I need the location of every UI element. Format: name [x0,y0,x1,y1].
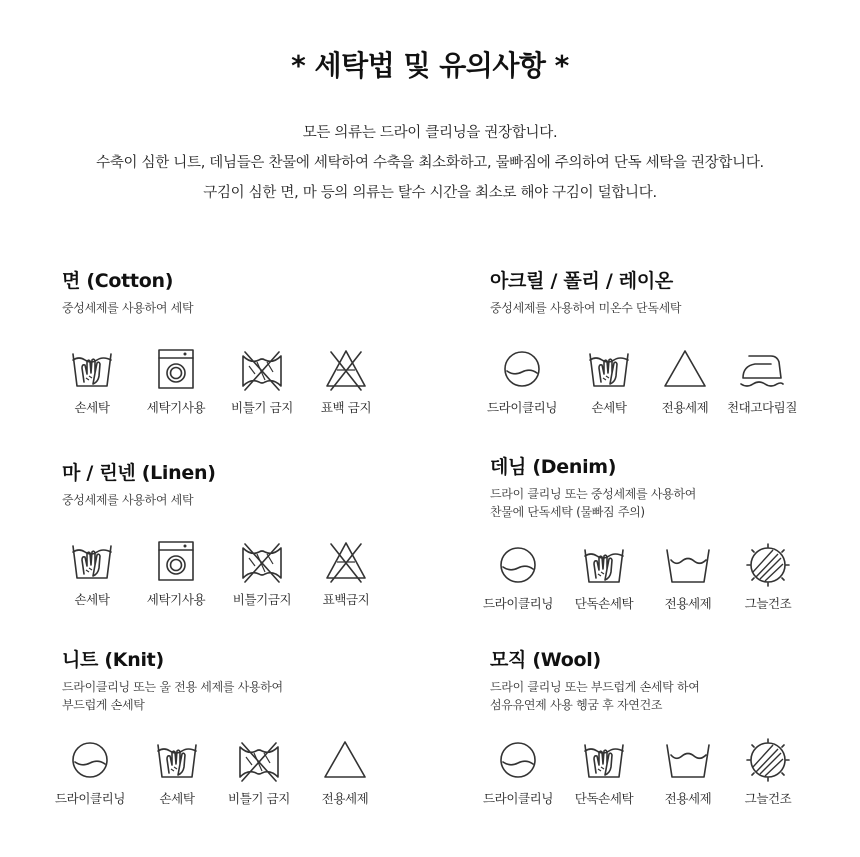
icon-label: 전용세제 [664,596,712,611]
care-item [648,542,728,622]
care-item [52,538,132,618]
section-title: 데님 (Denim) [490,456,617,478]
care-item [648,737,728,817]
section-title: 마 / 린넨 (Linen) [62,462,216,484]
icon-label: 천대고다림질 [726,400,798,415]
care-item [137,737,217,817]
section-title: 모직 (Wool) [490,649,601,671]
wash-tub-icon [663,542,713,588]
section-title: 니트 (Knit) [62,649,164,671]
section-acrylic [486,266,860,426]
section-cotton [62,266,442,426]
icon-label: 손세탁 [74,400,110,415]
intro-line: 구김이 심한 면, 마 등의 의류는 탈수 시간을 최소로 해야 구김이 덜합니다. [203,185,657,201]
no-wring-icon [234,737,284,783]
care-icons [62,346,422,426]
no-wring-icon [237,346,287,392]
icon-label: 전용세제 [661,400,709,415]
care-item [306,538,386,618]
hand-wash-icon [67,346,117,392]
description-line: 중성세제를 사용하여 세탁 [62,493,194,507]
shade-dry-icon [743,542,793,588]
icon-label: 손세탁 [591,400,627,415]
icon-label: 비틀기금지 [232,592,292,607]
section-knit [54,645,442,815]
washing-machine-icon [151,538,201,584]
hand-wash-icon [584,346,634,392]
care-item [728,737,808,817]
section-title: 면 (Cotton) [62,270,174,292]
care-icons [62,538,422,618]
description-line: 찬물에 단독세탁 (물빠짐 주의) [490,505,645,519]
care-icons [54,737,422,817]
care-item [482,346,562,426]
section-description [62,491,442,509]
care-item [50,737,130,817]
description-line: 드라이클리닝 또는 울 전용 세제를 사용하여 [62,680,283,694]
care-item [306,346,386,426]
icon-label: 드라이클리닝 [482,596,554,611]
icon-label: 그늘건조 [744,596,792,611]
care-item [136,346,216,426]
bleach-icon [660,346,710,392]
section-description [490,485,860,521]
intro-text [0,118,860,208]
care-item [728,542,808,622]
page-title: * 세탁법 및 유의사항 * [291,49,569,82]
icon-label: 드라이클리닝 [54,791,126,806]
care-icons [482,737,850,817]
no-wring-icon [237,538,287,584]
intro-line: 수축이 심한 니트, 데님들은 찬물에 세탁하여 수축을 최소화하고, 물빠짐에 주의하여 단독 세탁을 권장합니다. [96,155,764,171]
dry-clean-icon [493,737,543,783]
icon-label: 손세탁 [159,791,195,806]
description-line: 드라이 클리닝 또는 부드럽게 손세탁 하여 [490,680,700,694]
section-title: 아크릴 / 폴리 / 레이온 [490,270,673,292]
care-item [222,346,302,426]
wash-tub-icon [663,737,713,783]
section-description [490,299,860,317]
icon-label: 표백 금지 [320,400,372,415]
dry-clean-icon [65,737,115,783]
section-wool [482,645,860,815]
care-icons [482,542,850,622]
icon-label: 세탁기사용 [146,592,206,607]
care-item [305,737,385,817]
intro-line: 모든 의류는 드라이 클리닝을 권장합니다. [302,125,558,141]
section-description [62,678,442,714]
bleach-icon [320,737,370,783]
description-line: 중성세제를 사용하여 미온수 단독세탁 [490,301,682,315]
hand-wash-icon [579,737,629,783]
care-item [52,346,132,426]
washing-machine-icon [151,346,201,392]
icon-label: 손세탁 [74,592,110,607]
description-line: 섬유유연제 사용 헹굼 후 자연건조 [490,698,663,712]
care-item [478,737,558,817]
icon-label: 드라이클리닝 [482,791,554,806]
care-icons [486,346,850,426]
care-item [222,538,302,618]
hand-wash-icon [579,542,629,588]
dry-clean-icon [493,542,543,588]
icon-label: 비틀기 금지 [231,400,293,415]
hand-wash-icon [67,538,117,584]
icon-label: 드라이클리닝 [486,400,558,415]
section-denim [482,452,860,622]
iron-cloth-icon [737,346,787,392]
icon-label: 단독손세탁 [574,791,634,806]
care-item [136,538,216,618]
shade-dry-icon [743,737,793,783]
no-bleach-icon [321,538,371,584]
icon-label: 표백금지 [322,592,370,607]
description-line: 부드럽게 손세탁 [62,698,145,712]
hand-wash-icon [152,737,202,783]
icon-label: 단독손세탁 [574,596,634,611]
dry-clean-icon [497,346,547,392]
care-item [564,737,644,817]
icon-label: 비틀기 금지 [228,791,290,806]
section-linen [62,458,442,618]
icon-label: 그늘건조 [744,791,792,806]
description-line: 드라이 클리닝 또는 중성세제를 사용하여 [490,487,697,501]
care-item [564,542,644,622]
section-description [62,299,442,317]
care-item [478,542,558,622]
no-bleach-icon [321,346,371,392]
section-description [490,678,860,714]
care-item [722,346,802,426]
icon-label: 전용세제 [321,791,369,806]
icon-label: 전용세제 [664,791,712,806]
icon-label: 세탁기사용 [146,400,206,415]
care-item [219,737,299,817]
description-line: 중성세제를 사용하여 세탁 [62,301,194,315]
